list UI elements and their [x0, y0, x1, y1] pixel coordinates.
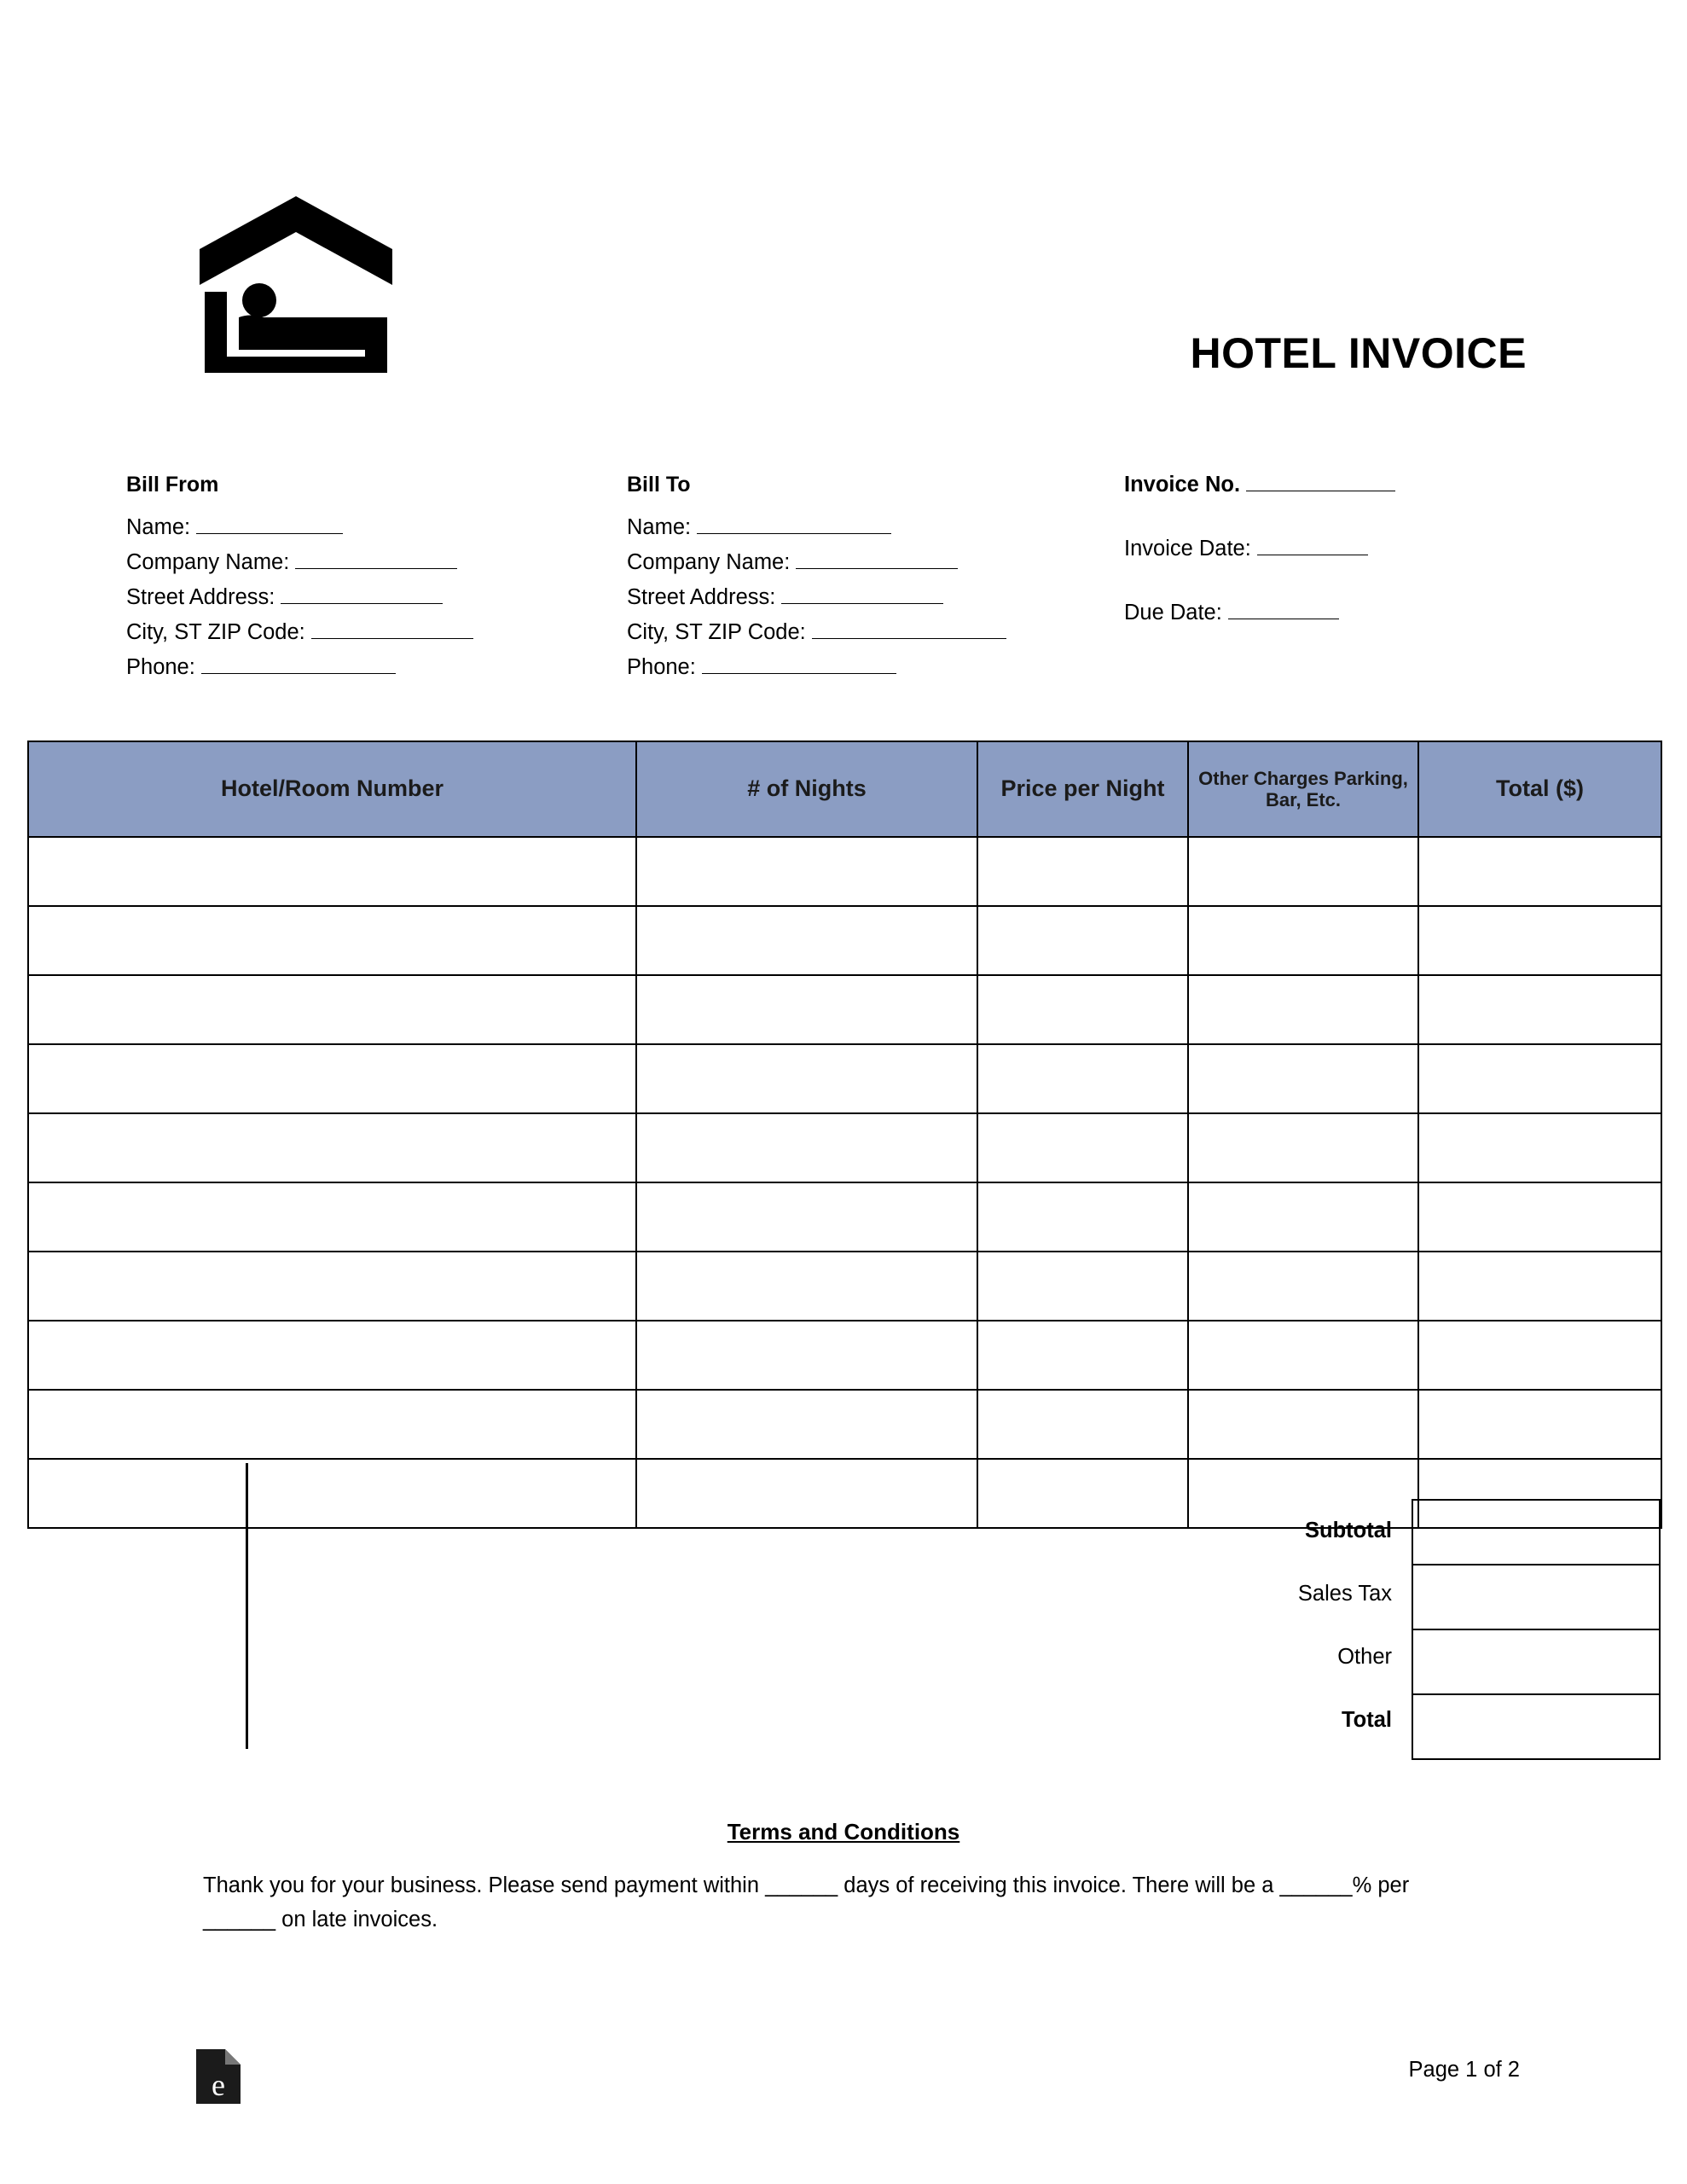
cell-nights[interactable]	[636, 1182, 977, 1252]
other-value[interactable]	[1412, 1629, 1660, 1694]
table-row	[28, 1113, 1661, 1182]
bill-to-city-input[interactable]	[812, 622, 1006, 639]
bill-to-company-label: Company Name:	[627, 550, 791, 574]
table-row	[28, 837, 1661, 906]
cell-other[interactable]	[1188, 906, 1418, 975]
table-row	[28, 1182, 1661, 1252]
totals-row-other	[1412, 1629, 1660, 1694]
column-header-nights: # of Nights	[636, 741, 977, 837]
table-row	[28, 1252, 1661, 1321]
cell-price[interactable]	[977, 1044, 1188, 1113]
invoice-date-row	[1124, 531, 1395, 566]
bill-to-phone-label: Phone:	[627, 655, 696, 679]
bill-from-phone-input[interactable]	[201, 657, 396, 674]
bill-from-phone-row	[126, 650, 473, 685]
bill-to-name-row	[627, 510, 1006, 545]
cell-total[interactable]	[1418, 1390, 1661, 1459]
eforms-document-icon	[194, 2048, 242, 2106]
bill-from-heading: Bill From	[126, 473, 219, 497]
cell-price[interactable]	[977, 906, 1188, 975]
bill-from-block	[126, 468, 473, 685]
invoice-date-label: Invoice Date:	[1124, 537, 1251, 561]
cell-hotel-room[interactable]	[28, 1390, 636, 1459]
bill-to-name-input[interactable]	[697, 517, 891, 534]
column-header-hotel-room: Hotel/Room Number	[28, 741, 636, 837]
cell-hotel-room[interactable]	[28, 1459, 636, 1528]
total-value[interactable]	[1412, 1694, 1660, 1759]
cell-other[interactable]	[1188, 1390, 1418, 1459]
bill-to-phone-row	[627, 650, 1006, 685]
bill-from-name-input[interactable]	[196, 517, 343, 534]
cell-hotel-room[interactable]	[28, 1113, 636, 1182]
cell-hotel-room[interactable]	[28, 1252, 636, 1321]
bill-from-street-input[interactable]	[281, 587, 443, 604]
cell-other[interactable]	[1188, 1252, 1418, 1321]
cell-other[interactable]	[1188, 975, 1418, 1044]
bill-from-street-label: Street Address:	[126, 585, 275, 609]
bill-to-street-label: Street Address:	[627, 585, 776, 609]
cell-other[interactable]	[1188, 1044, 1418, 1113]
cell-hotel-room[interactable]	[28, 1182, 636, 1252]
bill-from-name-row	[126, 510, 473, 545]
bill-to-phone-input[interactable]	[702, 657, 896, 674]
bill-from-street-row	[126, 580, 473, 615]
cell-total[interactable]	[1418, 1044, 1661, 1113]
cell-nights[interactable]	[636, 1390, 977, 1459]
cell-price[interactable]	[977, 1459, 1188, 1528]
invoice-number-input[interactable]	[1246, 474, 1395, 491]
invoice-number-label: Invoice No.	[1124, 473, 1241, 497]
bill-to-company-input[interactable]	[796, 552, 958, 569]
cell-price[interactable]	[977, 837, 1188, 906]
cell-total[interactable]	[1418, 1182, 1661, 1252]
cell-total[interactable]	[1418, 1252, 1661, 1321]
other-label: Other	[1337, 1645, 1392, 1669]
cell-hotel-room[interactable]	[28, 1044, 636, 1113]
page-number: Page 1 of 2	[1408, 2058, 1520, 2082]
due-date-label: Due Date:	[1124, 601, 1222, 624]
terms-body: Thank you for your business. Please send payment within ______ days of receiving this invoice. There will be a ______% per ______ on late invoices.	[203, 1873, 1410, 1931]
cell-total[interactable]	[1418, 837, 1661, 906]
bill-to-company-row	[627, 545, 1006, 580]
total-label: Total	[1341, 1708, 1392, 1732]
bill-to-street-row	[627, 580, 1006, 615]
party-info	[0, 468, 1687, 679]
table-header-row	[28, 741, 1661, 837]
cell-hotel-room[interactable]	[28, 906, 636, 975]
cell-hotel-room[interactable]	[28, 837, 636, 906]
column-header-price-per-night: Price per Night	[977, 741, 1188, 837]
totals-table	[1412, 1499, 1661, 1760]
due-date-input[interactable]	[1228, 602, 1339, 619]
table-row	[28, 1321, 1661, 1390]
subtotal-value[interactable]	[1412, 1500, 1660, 1565]
cell-total[interactable]	[1418, 975, 1661, 1044]
cell-nights[interactable]	[636, 1044, 977, 1113]
bill-to-street-input[interactable]	[781, 587, 943, 604]
cell-price[interactable]	[977, 1113, 1188, 1182]
bill-from-company-label: Company Name:	[126, 550, 290, 574]
invoice-date-input[interactable]	[1257, 538, 1368, 555]
bill-from-company-row	[126, 545, 473, 580]
table-row	[28, 975, 1661, 1044]
bill-from-phone-label: Phone:	[126, 655, 195, 679]
bill-from-city-input[interactable]	[311, 622, 473, 639]
cell-price[interactable]	[977, 1182, 1188, 1252]
totals-row-total	[1412, 1694, 1660, 1759]
page-title: HOTEL INVOICE	[1190, 329, 1527, 377]
cell-nights[interactable]	[636, 1459, 977, 1528]
cell-other[interactable]	[1188, 1321, 1418, 1390]
svg-text:e: e	[212, 2068, 225, 2102]
bill-from-city-row	[126, 615, 473, 650]
cell-nights[interactable]	[636, 1113, 977, 1182]
bill-from-name-label: Name:	[126, 515, 191, 539]
cell-price[interactable]	[977, 1252, 1188, 1321]
table-left-rule	[246, 1463, 248, 1749]
cell-nights[interactable]	[636, 975, 977, 1044]
line-items-table	[27, 741, 1662, 1529]
bill-to-city-row	[627, 615, 1006, 650]
invoice-number-row	[1124, 468, 1395, 502]
cell-hotel-room[interactable]	[28, 975, 636, 1044]
table-row	[28, 906, 1661, 975]
column-header-total: Total ($)	[1418, 741, 1661, 837]
cell-price[interactable]	[977, 1321, 1188, 1390]
cell-nights[interactable]	[636, 837, 977, 906]
cell-other[interactable]	[1188, 1113, 1418, 1182]
totals-labels	[1177, 1499, 1407, 1751]
subtotal-label: Subtotal	[1305, 1519, 1392, 1542]
cell-other[interactable]	[1188, 837, 1418, 906]
bill-from-city-label: City, ST ZIP Code:	[126, 620, 305, 644]
invoice-meta-block	[1124, 468, 1395, 659]
cell-other[interactable]	[1188, 1182, 1418, 1252]
table-body	[28, 837, 1661, 1528]
table-row	[28, 1390, 1661, 1459]
table-row	[28, 1044, 1661, 1113]
due-date-row	[1124, 595, 1395, 630]
bill-to-block	[627, 468, 1006, 685]
bill-to-name-label: Name:	[627, 515, 692, 539]
sales-tax-label: Sales Tax	[1297, 1582, 1392, 1606]
cell-hotel-room[interactable]	[28, 1321, 636, 1390]
cell-price[interactable]	[977, 975, 1188, 1044]
column-header-other-charges: Other Charges Parking, Bar, Etc.	[1188, 741, 1418, 837]
totals-row-sales-tax	[1412, 1565, 1660, 1629]
cell-total[interactable]	[1418, 906, 1661, 975]
hotel-bed-icon	[198, 189, 394, 373]
cell-nights[interactable]	[636, 906, 977, 975]
bill-from-company-input[interactable]	[295, 552, 457, 569]
bill-to-heading: Bill To	[627, 473, 691, 497]
cell-nights[interactable]	[636, 1252, 977, 1321]
cell-total[interactable]	[1418, 1113, 1661, 1182]
cell-total[interactable]	[1418, 1321, 1661, 1390]
header	[0, 0, 1687, 377]
cell-nights[interactable]	[636, 1321, 977, 1390]
terms-title: Terms and Conditions	[727, 1819, 960, 1844]
totals-row-subtotal	[1412, 1500, 1660, 1565]
sales-tax-value[interactable]	[1412, 1565, 1660, 1629]
cell-price[interactable]	[977, 1390, 1188, 1459]
bill-to-city-label: City, ST ZIP Code:	[627, 620, 806, 644]
